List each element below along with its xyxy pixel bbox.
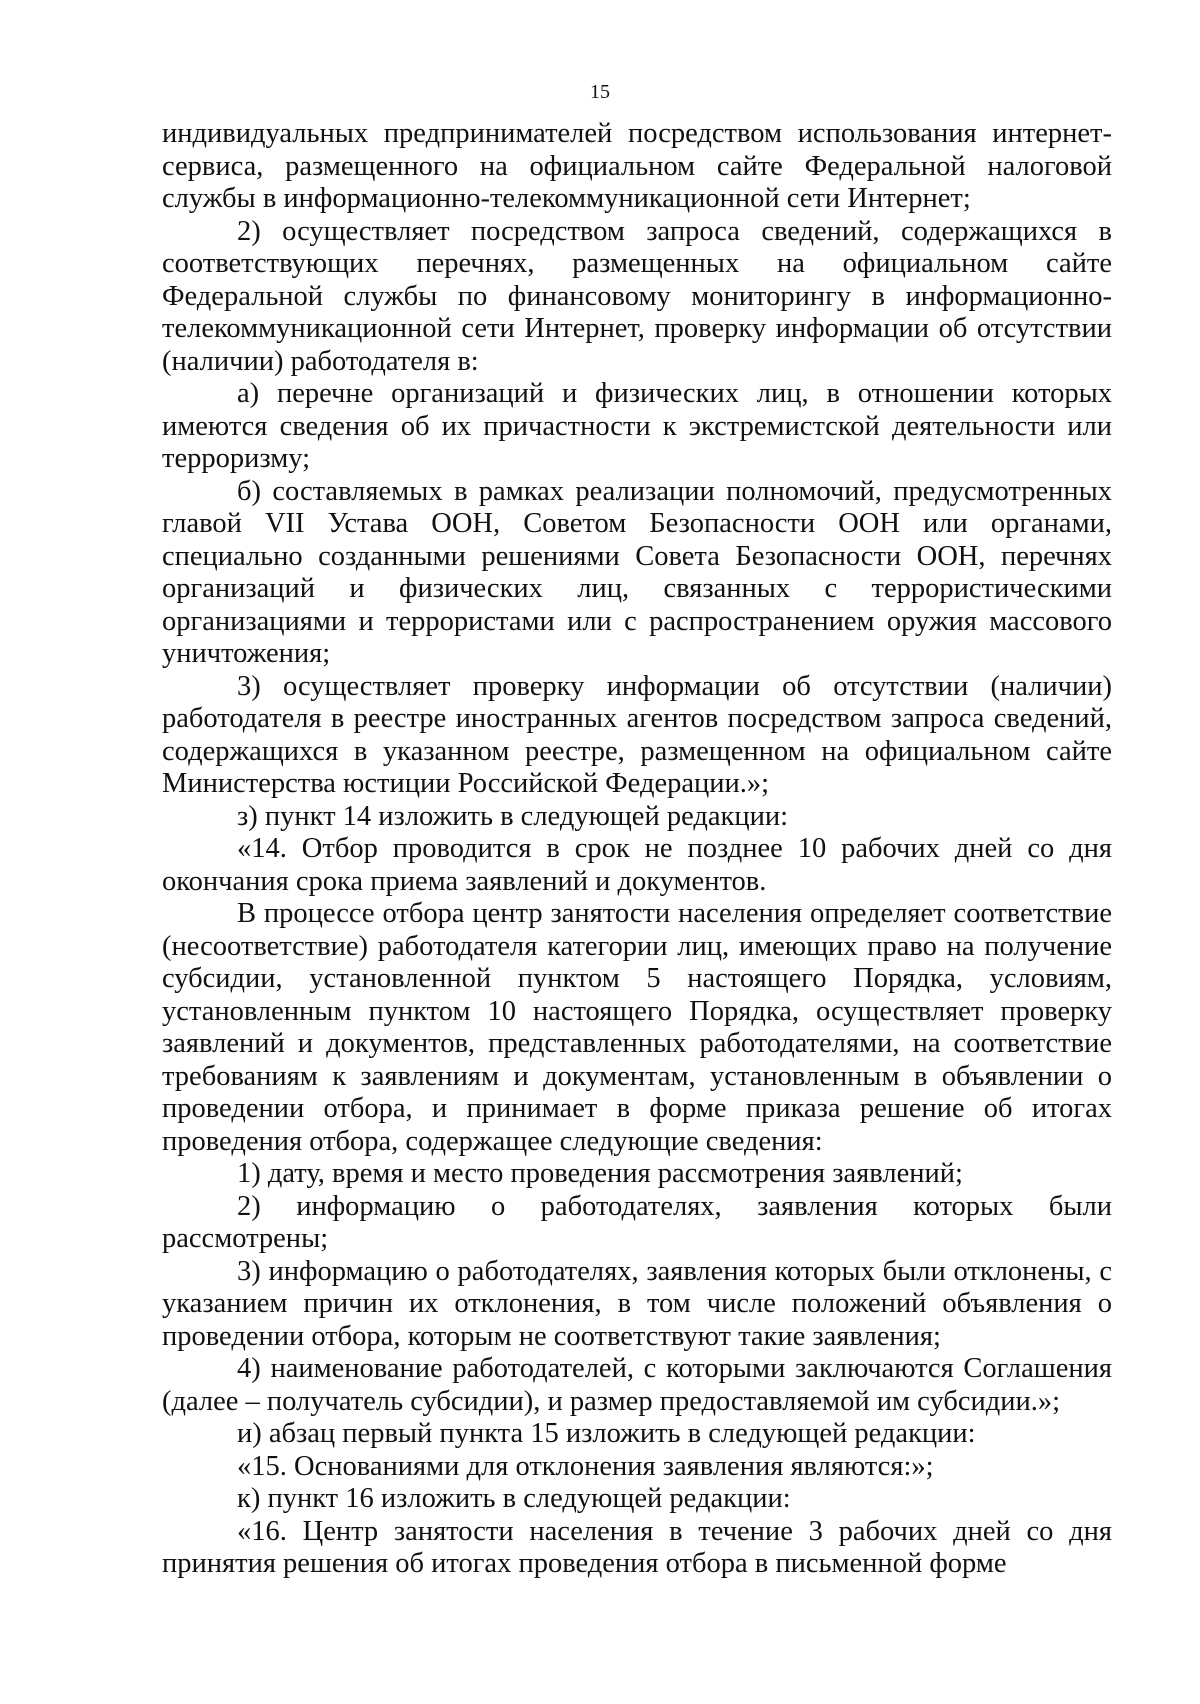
paragraph: а) перечне организаций и физических лиц, в отношении которых имеются сведения об их причастности к экстремистской деятельности или терроризму;	[162, 378, 1112, 474]
paragraph: «16. Центр занятости населения в течение 3 рабочих дней со дня принятия решения об итогах проведения отбора в письменной форме	[162, 1515, 1112, 1579]
paragraph: б) составляемых в рамках реализации полномочий, предусмотренных главой VII Устава ООН, Советом Безопасности ООН или органами, специально созданными решениями Совета Безопасности ООН, перечнях организаций и физических лиц, связанных с террористическими организациями и террористами или с распространением оружия массового уничтожения;	[162, 475, 1112, 669]
paragraph: «15. Основаниями для отклонения заявления являются:»;	[237, 1450, 934, 1482]
paragraph: «14. Отбор проводится в срок не позднее 10 рабочих дней со дня окончания срока приема заявлений и документов.	[162, 833, 1112, 897]
paragraph: з) пункт 14 изложить в следующей редакции:	[237, 800, 789, 832]
paragraph: 4) наименование работодателей, с которыми заключаются Соглашения (далее – получатель субсидии), и размер предоставляемой им субсидии.»;	[162, 1353, 1112, 1417]
paragraph: 2) информацию о работодателях, заявления которых были рассмотрены;	[162, 1190, 1112, 1254]
paragraph: к) пункт 16 изложить в следующей редакции:	[237, 1483, 791, 1514]
paragraph: В процессе отбора центр занятости населения определяет соответствие (несоответствие) работодателя категории лиц, имеющих право на получение субсидии, установленной пунктом 5 настоящего Порядка, условиям, установленным пунктом 10 настоящего Порядка, осуществляет проверку заявлений и документов, представленных работодателями, на соответствие требованиям к заявлениям и документам, установленным в объявлении о проведении отбора, и принимает в форме приказа решение об итогах проведения отбора, содержащее следующие сведения:	[162, 898, 1112, 1157]
paragraph: 3) информацию о работодателях, заявления которых были отклонены, с указанием причин их отклонения, в том числе положений объявления о проведении отбора, которым не соответствуют такие заявления;	[162, 1255, 1112, 1352]
page-number: 15	[590, 81, 610, 103]
document-body	[162, 118, 1112, 1581]
paragraph: индивидуальных предпринимателей посредством использования интернет-сервиса, размещенного на официальном сайте Федеральной налоговой службы в информационно-телекоммуникационной сети Интернет;	[162, 118, 1112, 214]
paragraph: и) абзац первый пункта 15 изложить в следующей редакции:	[237, 1418, 976, 1449]
paragraph: 2) осуществляет посредством запроса сведений, содержащихся в соответствующих перечнях, размещенных на официальном сайте Федеральной службы по финансовому мониторингу в информационно-телекоммуникационной сети Интернет, проверку информации об отсутствии (наличии) работодателя в:	[162, 215, 1112, 377]
paragraph: 3) осуществляет проверку информации об отсутствии (наличии) работодателя в реестре иностранных агентов посредством запроса сведений, содержащихся в указанном реестре, размещенном на официальном сайте Министерства юстиции Российской Федерации.»;	[162, 670, 1112, 799]
paragraph: 1) дату, время и место проведения рассмотрения заявлений;	[237, 1158, 963, 1189]
